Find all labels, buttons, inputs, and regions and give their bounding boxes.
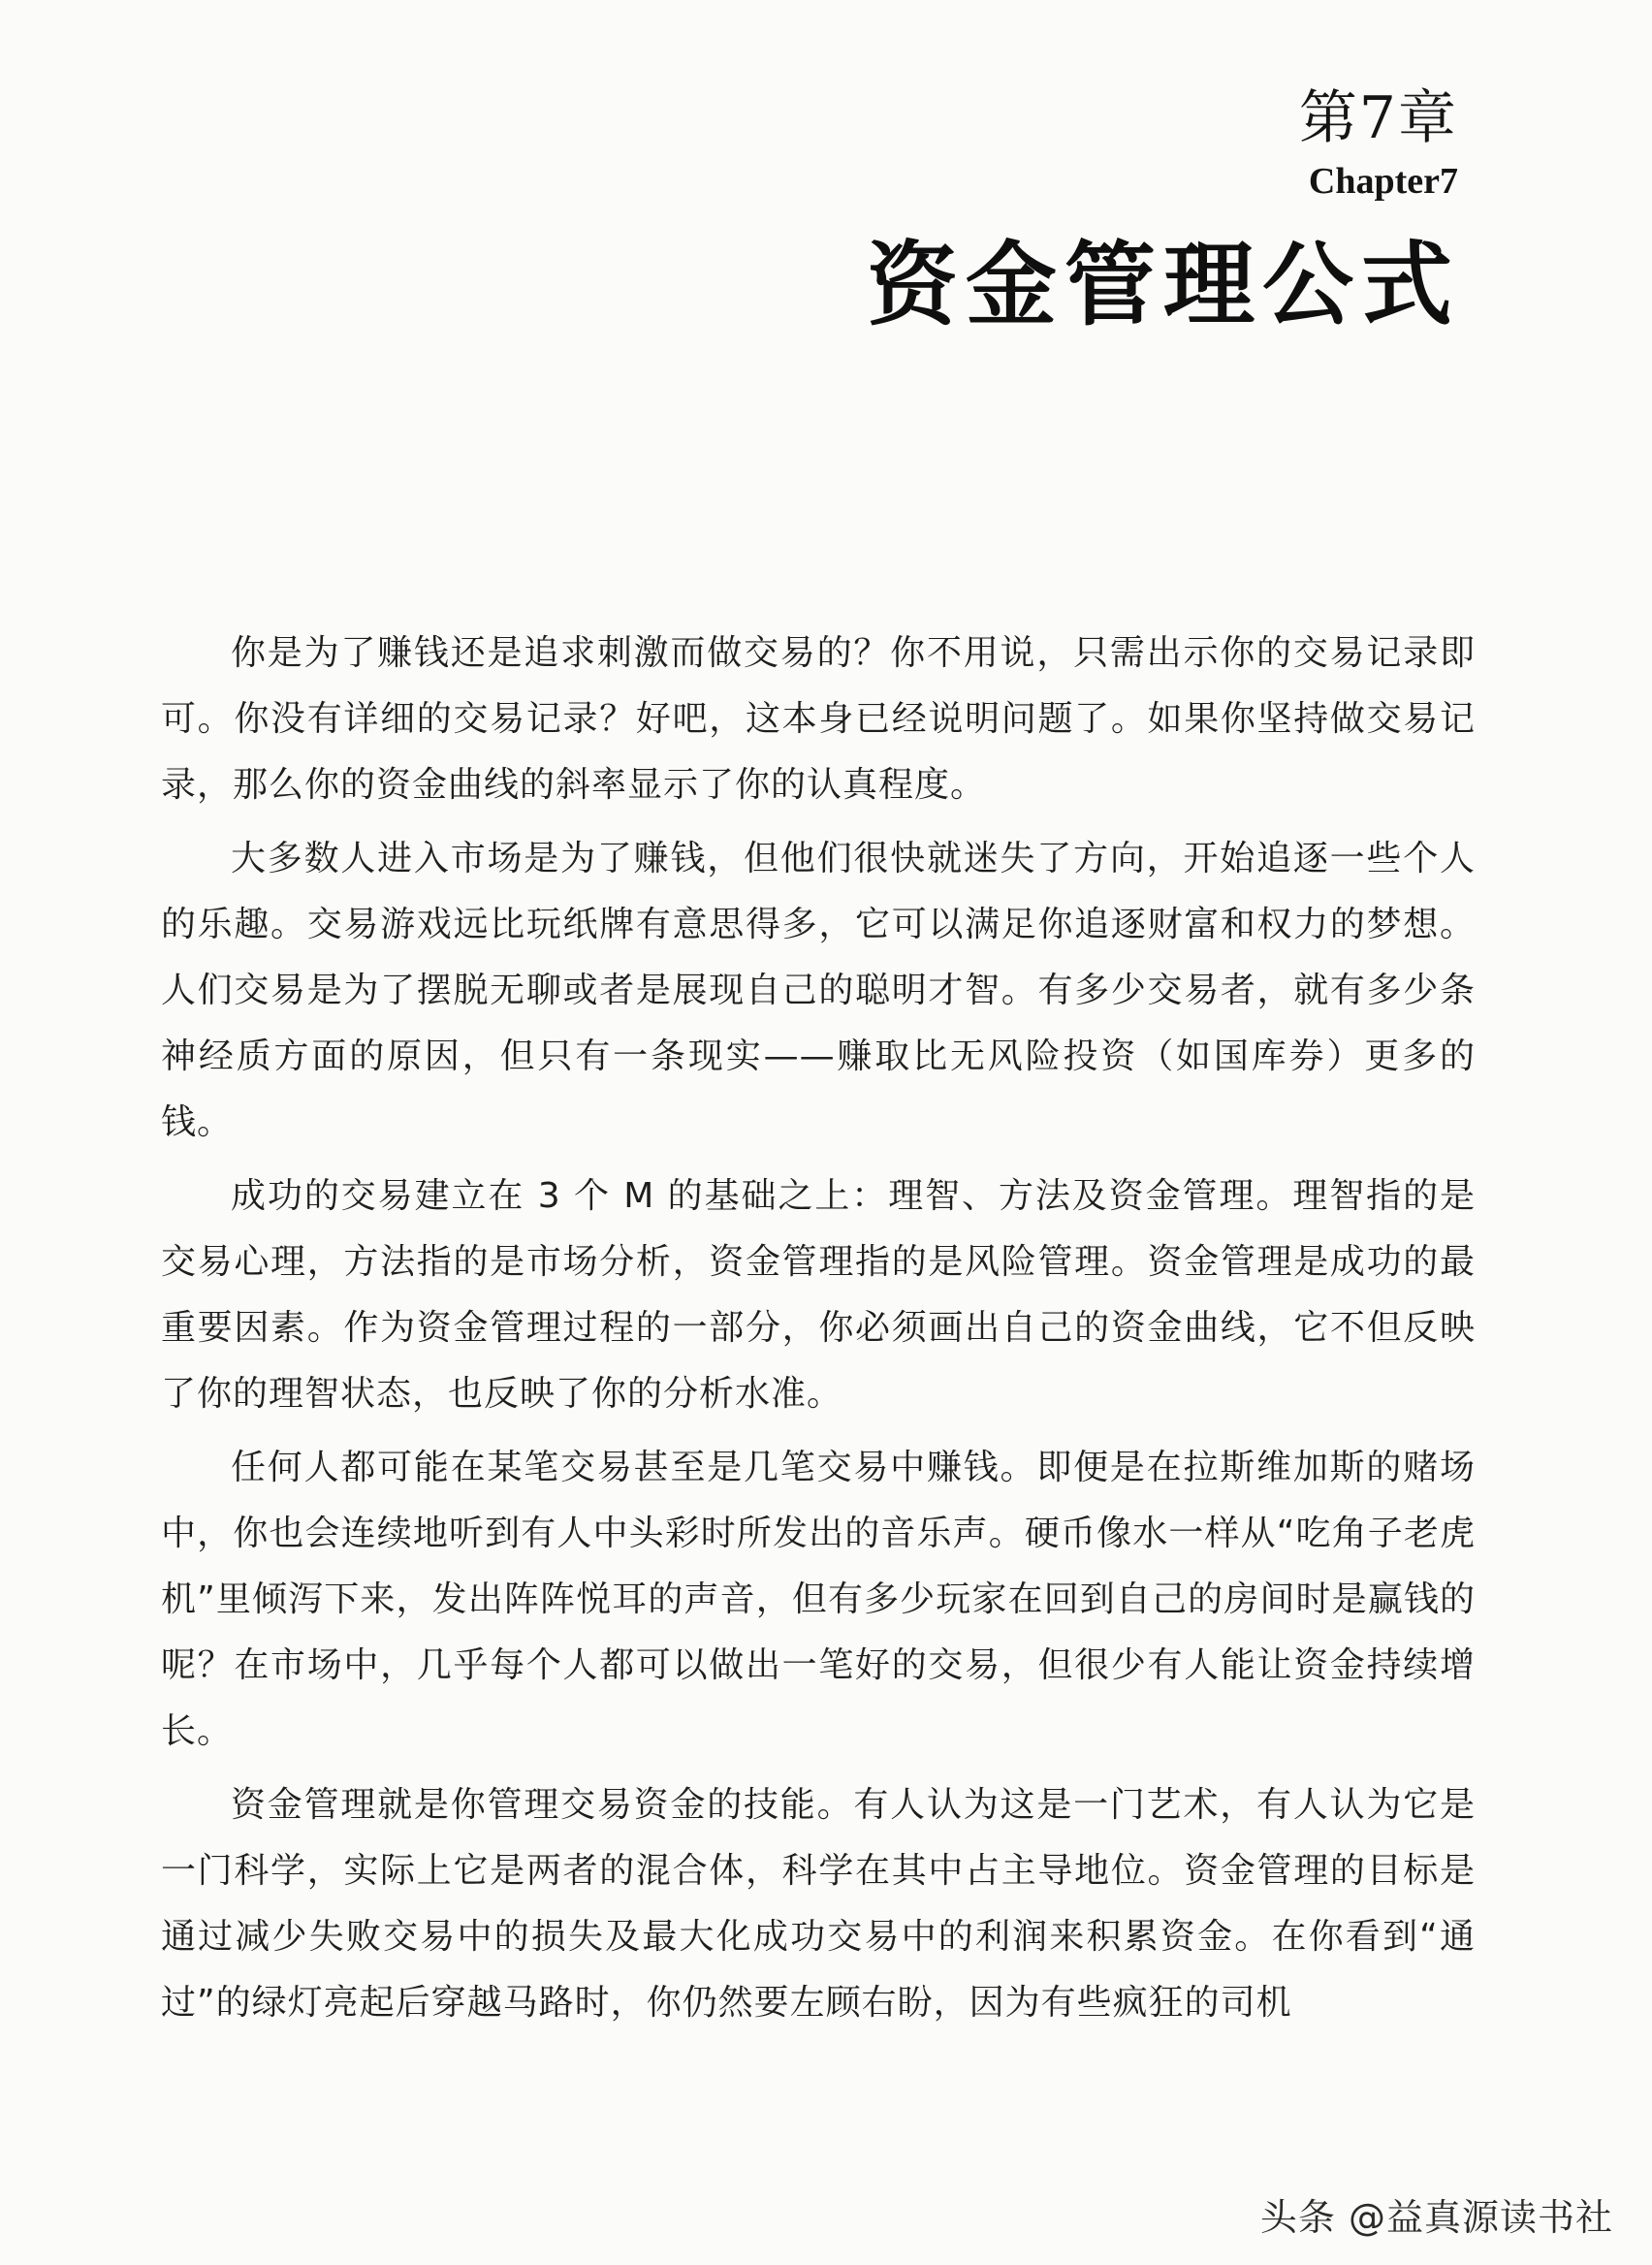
chapter-number: 第7章 [1298, 84, 1458, 152]
paragraph-3: 成功的交易建立在 3 个 M 的基础之上：理智、方法及资金管理。理智指的是交易心理，方法指的是市场分析，资金管理指的是风险管理。资金管理是成功的最重要因素。作为资金管理过程的一部分，你必须画出自己的资金曲线，它不但反映了你的理智状态，也反映了你的分析水准。 [161, 1176, 1476, 1414]
paragraph-4: 任何人都可能在某笔交易甚至是几笔交易中赚钱。即便是在拉斯维加斯的赌场中，你也会连续地听到有人中头彩时所发出的音乐声。硬币像水一样从“吃角子老虎机”里倾泻下来，发出阵阵悦耳的声音，但有多少玩家在回到自己的房间时是赢钱的呢？在市场中，几乎每个人都可以做出一笔好的交易，但很少有人能让资金持续增长。 [161, 1448, 1476, 1751]
paragraph-2: 大多数人进入市场是为了赚钱，但他们很快就迷失了方向，开始追逐一些个人的乐趣。交易游戏远比玩纸牌有意思得多，它可以满足你追逐财富和权力的梦想。人们交易是为了摆脱无聊或者是展现自己的聪明才智。有多少交易者，就有多少条神经质方面的原因，但只有一条现实——赚取比无风险投资（如国库券）更多的钱。 [161, 839, 1476, 1142]
paragraph-5: 资金管理就是你管理交易资金的技能。有人认为这是一门艺术，有人认为它是一门科学，实际上它是两者的混合体，科学在其中占主导地位。资金管理的目标是通过减少失败交易中的损失及最大化成功交易中的利润来积累资金。在你看到“通过”的绿灯亮起后穿越马路时，你仍然要左顾右盼，因为有些疯狂的司机 [161, 1785, 1476, 2023]
watermark: 头条 @益真源读书社 [1259, 2196, 1613, 2239]
chapter-title: 资金管理公式 [866, 233, 1460, 338]
chapter-body [161, 621, 1476, 2044]
paragraph-1: 你是为了赚钱还是追求刺激而做交易的？你不用说，只需出示你的交易记录即可。你没有详细的交易记录？好吧，这本身已经说明问题了。如果你坚持做交易记录，那么你的资金曲线的斜率显示了你的认真程度。 [161, 633, 1476, 805]
chapter-label: Chapter7 [1308, 161, 1458, 202]
